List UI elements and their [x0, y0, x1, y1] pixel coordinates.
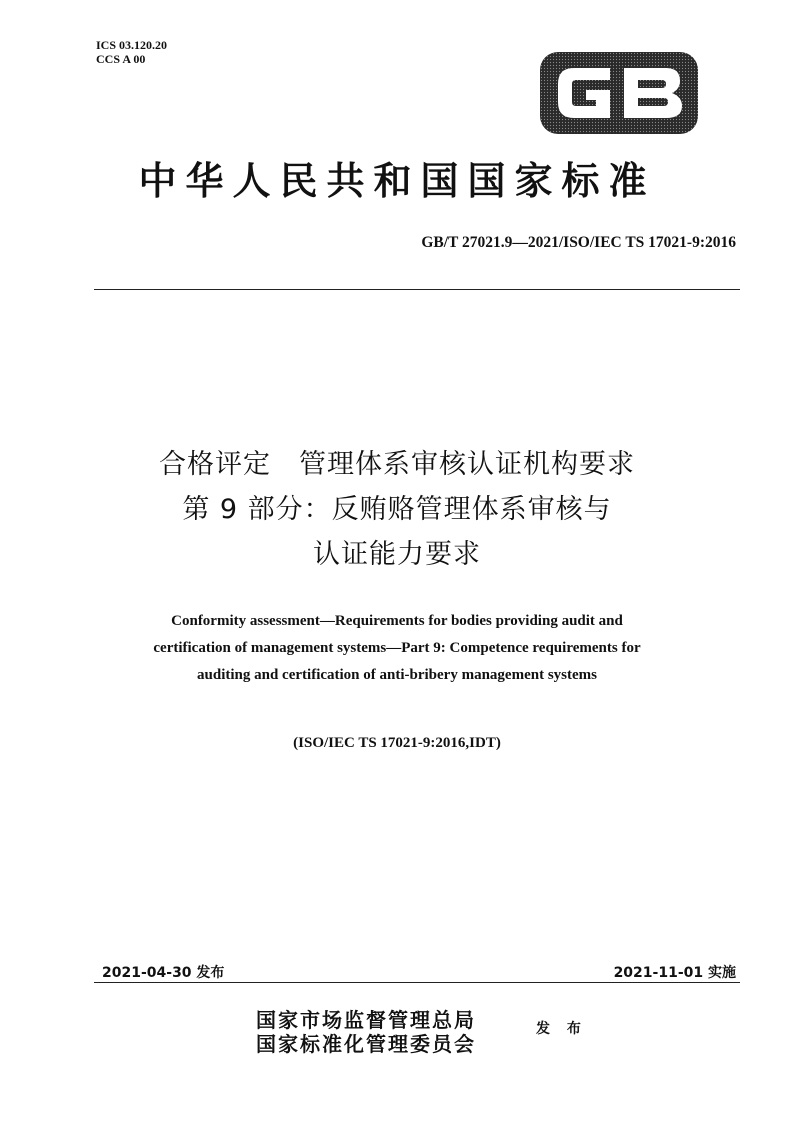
- gb-logo-icon: [540, 52, 698, 134]
- standard-type-heading: 中华人民共和国国家标准: [138, 159, 656, 203]
- classification-codes: [96, 38, 167, 66]
- chinese-title-line-1: 合格评定 管理体系审核认证机构要求: [159, 449, 635, 480]
- chinese-title-line-2: 第 9 部分：反贿赂管理体系审核与: [182, 494, 612, 525]
- english-title: [90, 608, 704, 689]
- issuing-organizations: [256, 1008, 476, 1056]
- bottom-divider: [94, 982, 740, 983]
- issuer-samr: 国家市场监督管理总局: [256, 1008, 476, 1032]
- implementation-date: 2021-11-01 实施: [613, 965, 736, 981]
- ics-code: ICS 03.120.20: [96, 38, 168, 52]
- top-divider: [94, 289, 740, 290]
- english-title-line-3: auditing and certification of anti-bribery management systems: [197, 667, 597, 683]
- issuer-sac: 国家标准化管理委员会: [256, 1032, 476, 1056]
- standard-code: GB/T 27021.9—2021/ISO/IEC TS 17021-9:2016: [421, 234, 736, 251]
- chinese-title: [0, 442, 794, 577]
- issue-date: 2021-04-30 发布: [102, 965, 225, 981]
- publish-label: 发 布: [536, 1021, 587, 1037]
- chinese-title-line-3: 认证能力要求: [313, 539, 481, 570]
- english-title-line-1: Conformity assessment—Requirements for bodies providing audit and: [171, 613, 623, 629]
- ccs-code: CCS A 00: [96, 52, 146, 66]
- english-title-line-2: certification of management systems—Part 9: Competence requirements for: [153, 640, 641, 656]
- iso-reference: (ISO/IEC TS 17021-9:2016,IDT): [293, 735, 501, 751]
